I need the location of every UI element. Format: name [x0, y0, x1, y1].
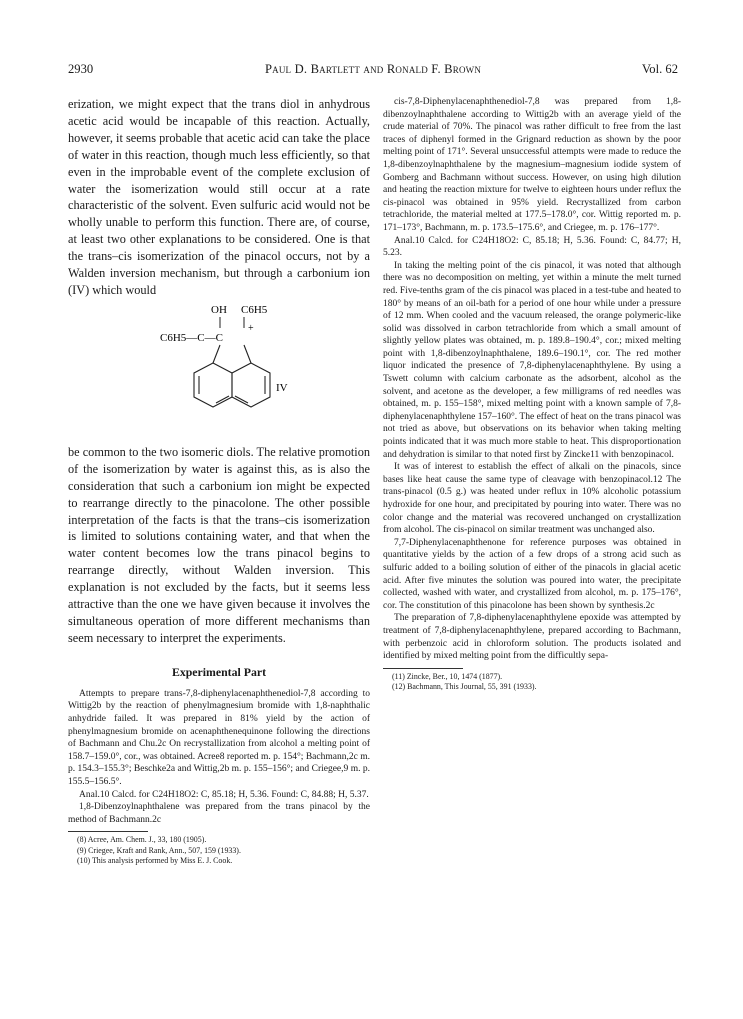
experimental-paragraph: 7,7-Diphenylacenaphthenone for reference purposes was obtained in quantitative yields by the action of a few drops of a strong acid such as sulfuric added to a boiling solution of either of the pinacols in glacial acetic acid. After five minutes the solution was poured into water, the precipitate collected, washed with water, and crystallized from alcohol, m. p. 175–176°, cor. The constitution of this pinacolone has been shown by synthesis.2c — [383, 537, 681, 611]
body-paragraph: erization, we might expect that the trans diol in anhydrous acetic acid would be incapable of this reaction. Actually, however, it seems probable that acetic acid can take the place of water in this reaction, though much less efficiently, so that even in the improbable event of the complete exclusion of water the isomerization would still occur at a rate characteristic of the solvent. Even sulfuric acid would not be wholly unable to perform this function. There are, of course, at least two other explanations to be considered. One is that the trans–cis isomerization of the pinacol occurs, not by a Walden inversion mechanism, but through a carbonium ion (IV) which would — [68, 97, 370, 297]
footnote-rule — [68, 831, 148, 832]
body-paragraph: be common to the two isomeric diols. The relative promotion of the isomerization by water is against this, as is also the consideration that such a carbonium ion might be expected to rearrange directly to the pinacolone. The other possible interpretation of the facts is that the trans–cis isomerization is limited to solutions containing water, and that when the water content becomes low the trans pinacol begins to rearrange directly, without Walden inversion. This explanation is not excluded by the facts, but it seems less attractive than the one we have given because it involves the simultaneous operation of more different mechanisms than seem necessary to interpret the experiments. — [68, 444, 370, 645]
footnote: (9) Criegee, Kraft and Rank, Ann., 507, 159 (1933). — [77, 845, 241, 855]
carbonium-ion-structure — [68, 299, 370, 439]
right-column — [383, 96, 681, 692]
left-column — [68, 96, 370, 866]
experimental-paragraph: Attempts to prepare trans-7,8-diphenylacenaphthenediol-7,8 according to Wittig2b by the reaction of phenylmagnesium bromide with 1,8-naphthalic anhydride failed. It was prepared in 81% yield by the action of phenylmagnesium bromide on acenaphthenequinone following the directions of Bachmann and Chu.2c On recrystallization from alcohol a melting point of 158.7–159.0°, cor., was obtained. Acree8 reported m. p. 154°; Bachmann,2c m. p. 154.3–155.3°; Beschke2a and Wittig,2b m. p. 155–156°; and Criegee,9 m. p. 155.5–156.5°. — [68, 688, 370, 787]
experimental-paragraph: It was of interest to establish the effect of alkali on the pinacols, since bases like heat cause the same type of cleavage with benzopinacol.12 The trans-pinacol (0.5 g.) was heated under reflux in 10% alcoholic potassium hydroxide for one hour, and precipitated by pouring into water. There was no color change and the material was recovered unchanged on crystallization from alcohol. The cis-pinacol on similar treatment was unchanged also. — [383, 462, 681, 536]
experimental-paragraph: In taking the melting point of the cis pinacol, it was noted that although there was no decomposition on melting, yet within a minute the melt turned red. Five-tenths gram of the cis pinacol was placed in a test-tube and heated to 180° by means of an oil-bath for a period of one hour while under a pressure of 12 mm. When cooled and the vacuum released, the orange polymeric-like solid was dissolved in carbon tetrachloride from which a small amount of slightly yellow plates was obtained, m. p. 189.8–190.4°, cor.; mixed melting point with 1,8-dibenzoylnaphthalene, 189.6–190.1°, cor. The red mother liquor indicated the presence of 7,8-diphenylacenaphthylene. By using a Tswett column with calcium carbonate as the adsorbent, alcohol as the solvent, and acetone as the developer, a few milligrams of red needles was obtained, m. p. 155–158°, mixed melting point with a known sample of 7,8-diphenylacenaphthylene 157–160°. The effect of heat on the trans pinacol was not tried as above, but observations on its behavior when taking melting points indicated that it was much more stable to heat. This disproportionation and dehydration is similar to that noted first by Zincke11 with benzopinacol. — [383, 260, 681, 460]
struct-plus: + — [248, 322, 254, 334]
struct-label: IV — [276, 381, 288, 394]
experimental-paragraph: 1,8-Dibenzoylnaphthalene was prepared from the trans pinacol by the method of Bachmann.2c — [68, 802, 370, 825]
section-title: Experimental Part — [171, 664, 267, 679]
analysis-line: Anal.10 Calcd. for C24H18O2: C, 85.18; H, 5.36. Found: C, 84.88; H, 5.37. — [79, 789, 369, 800]
footnote: (8) Acree, Am. Chem. J., 33, 180 (1905). — [77, 835, 207, 845]
running-authors: Paul D. Bartlett and Ronald F. Brown — [264, 62, 482, 76]
footnote-rule — [383, 668, 463, 669]
experimental-paragraph: The preparation of 7,8-diphenylacenaphthylene epoxide was attempted by treatment of 7,8-diphenylacenaphthylene, prepared according to Bachmann, with perbenzoic acid in chloroform solution. The products isolated and identified by mixed melting point from the difficultly sepa- — [383, 613, 681, 662]
footnote: (12) Bachmann, This Journal, 55, 391 (1933). — [392, 682, 537, 692]
struct-c6h5-left: C6H5—C—C — [160, 331, 223, 344]
footnote: (10) This analysis performed by Miss E. J. Cook. — [77, 855, 233, 865]
analysis-line: Anal.10 Calcd. for C24H18O2: C, 85.18; H, 5.36. Found: C, 84.77; H, 5.23. — [383, 235, 681, 259]
running-header — [68, 62, 678, 78]
struct-c6h5-top: C6H5 — [241, 303, 268, 316]
struct-oh: OH — [211, 303, 227, 316]
experimental-paragraph: cis-7,8-Diphenylacenaphthenediol-7,8 was prepared from 1,8-dibenzoylnaphthalene according to Wittig2b with an average yield of the crude material of 70%. The pinacol was rather difficult to free from the last traces of diphenyl formed in the Grignard reduction as shown by the poor melting point of 171°. Several unsuccessful attempts were made to reduce the 1,8-dibenzoylnaphthalene by the magnesium–magnesium iodide system of Gomberg and Bachmann without success. However, on using high dilution and heating the reaction mixture for twelve to eighteen hours under reflux the cis-pinacol was obtained in 95% yield. Recrystallized from carbon tetrachloride, the material melted at 177.5–178.0°, cor. Wittig reported m. p. 171–173°, Bachmann, m. p. 173.5–175.6°, and Criegee, m. p. 176–177°. — [383, 97, 681, 233]
page-number: 2930 — [68, 62, 94, 76]
volume-label: Vol. 62 — [641, 62, 678, 76]
footnote: (11) Zincke, Ber., 10, 1474 (1877). — [392, 671, 503, 681]
